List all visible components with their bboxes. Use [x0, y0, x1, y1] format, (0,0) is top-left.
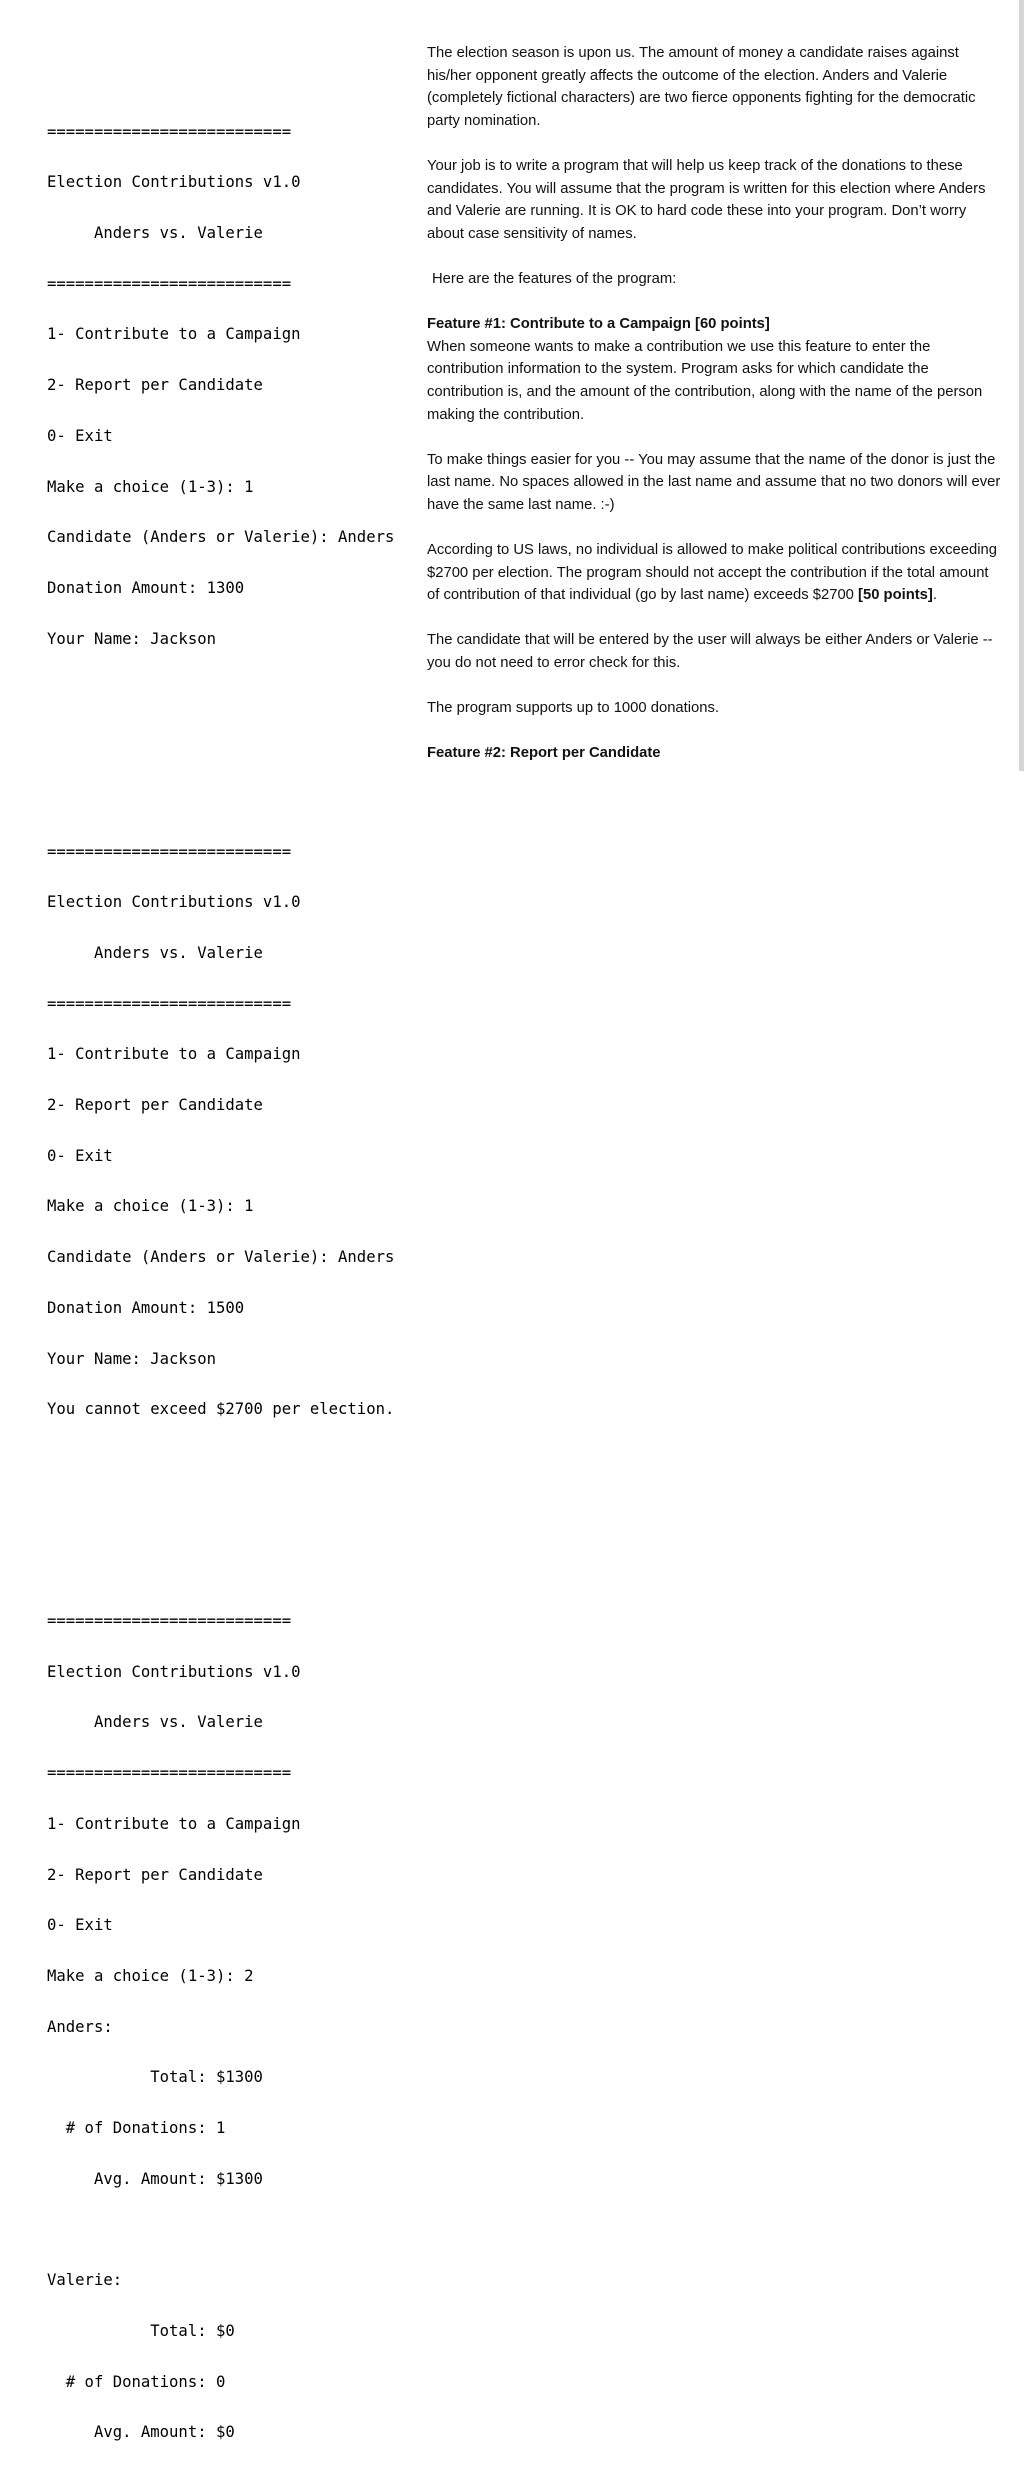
candidate-note: The candidate that will be entered by the user will always be either Anders or Valerie -- you do not need to error check for this. — [427, 632, 993, 672]
console-line: # of Donations: 1 — [47, 2119, 226, 2138]
console-line: 2- Report per Candidate — [47, 1865, 263, 1884]
feature1-heading: Feature #1: Contribute to a Campaign [60 points] — [427, 316, 770, 333]
law-end: . — [932, 587, 937, 604]
console-line: ========================== — [47, 994, 292, 1013]
console-line: Make a choice (1-3): 2 — [47, 1967, 254, 1985]
console-line: Avg. Amount: $0 — [47, 2423, 235, 2442]
feature2-heading-cut: Feature #2: Report per Candidate — [427, 745, 661, 762]
page-edge — [1019, 0, 1024, 771]
console-line: Anders vs. Valerie — [47, 943, 263, 962]
console-line: Total: $1300 — [47, 2068, 263, 2087]
console-line: # of Donations: 0 — [47, 2372, 226, 2391]
console-line: ========================== — [47, 274, 292, 293]
console-line: 1- Contribute to a Campaign — [47, 1045, 301, 1064]
console-line: 0- Exit — [47, 426, 113, 445]
console-line: Avg. Amount: $1300 — [47, 2169, 263, 2188]
console-line — [47, 2222, 407, 2239]
easier-paragraph: To make things easier for you -- You may assume that the name of the donor is just the last name. No spaces allowed in the last name and assume that no two donors will ever have the same last name. :-) — [427, 451, 1001, 513]
supports-paragraph: The program supports up to 1000 donations. — [427, 700, 720, 717]
console-session-2 — [47, 810, 407, 1452]
console-line: 0- Exit — [47, 1916, 113, 1935]
console-spacer — [47, 1536, 407, 1545]
console-output — [47, 56, 407, 2492]
console-line: ========================== — [47, 1612, 292, 1631]
console-line: ========================== — [47, 1764, 292, 1783]
console-line: Election Contributions v1.0 — [47, 893, 301, 912]
law-paragraph — [427, 539, 1002, 607]
console-line: 2- Report per Candidate — [47, 1096, 263, 1115]
console-line: Donation Amount: 1300 — [47, 578, 245, 597]
console-line: Election Contributions v1.0 — [47, 1662, 301, 1681]
intro-paragraph: The election season is upon us. The amount of money a candidate raises against his/her opponent greatly affects the outcome of the election. Anders and Valerie (completely fictional characters) are two fierce opponents fighting for the democratic party nomination. — [427, 45, 976, 129]
console-line: 1- Contribute to a Campaign — [47, 1814, 301, 1833]
console-line: Anders vs. Valerie — [47, 1713, 263, 1732]
console-line: Make a choice (1-3): 1 — [47, 477, 254, 496]
console-line: Candidate (Anders or Valerie): Anders — [47, 528, 395, 547]
console-session-3 — [47, 1579, 407, 2475]
console-line: 0- Exit — [47, 1146, 113, 1165]
console-line: 2- Report per Candidate — [47, 376, 263, 395]
console-session-1 — [47, 90, 407, 682]
assignment-text — [427, 42, 1002, 762]
console-error-line: You cannot exceed $2700 per election. — [47, 1400, 395, 1419]
console-line: Valerie: — [47, 2271, 123, 2290]
console-spacer — [47, 766, 407, 776]
console-line: ========================== — [47, 122, 292, 141]
console-line: Make a choice (1-3): 1 — [47, 1197, 254, 1216]
console-line: Total: $0 — [47, 2321, 235, 2340]
console-blank — [47, 1486, 407, 1503]
law-points: [50 points] — [858, 587, 933, 604]
job-paragraph: Your job is to write a program that will help us keep track of the donations to these candidates. You will assume that the program is written for this election where Anders and Valerie are running. It is OK to hard code these into your program. Don’t worry about case sensitivity of names. — [427, 157, 986, 242]
console-line: ========================== — [47, 842, 292, 861]
console-line: Your Name: Jackson — [47, 629, 216, 648]
law-text: According to US laws, no individual is allowed to make political contributions exceeding $2700 per election. The program should not accept the contribution if the total amount of contribution of that individual (go by last name) exceeds $2700 — [427, 542, 997, 604]
features-intro: Here are the features of the program: — [432, 270, 677, 287]
console-line: Donation Amount: 1500 — [47, 1298, 245, 1317]
console-line: Candidate (Anders or Valerie): Anders — [47, 1248, 395, 1267]
console-line: Your Name: Jackson — [47, 1349, 216, 1368]
console-line: Anders: — [47, 2017, 113, 2036]
console-blank — [47, 715, 407, 732]
console-line: Anders vs. Valerie — [47, 224, 263, 243]
console-line: Election Contributions v1.0 — [47, 173, 301, 192]
console-line: 1- Contribute to a Campaign — [47, 325, 301, 344]
feature1-body: When someone wants to make a contribution we use this feature to enter the contribution information to the system. Program asks for which candidate the contribution is, and the amount of the contribution, along with the name of the person making the contribution. — [427, 338, 983, 423]
